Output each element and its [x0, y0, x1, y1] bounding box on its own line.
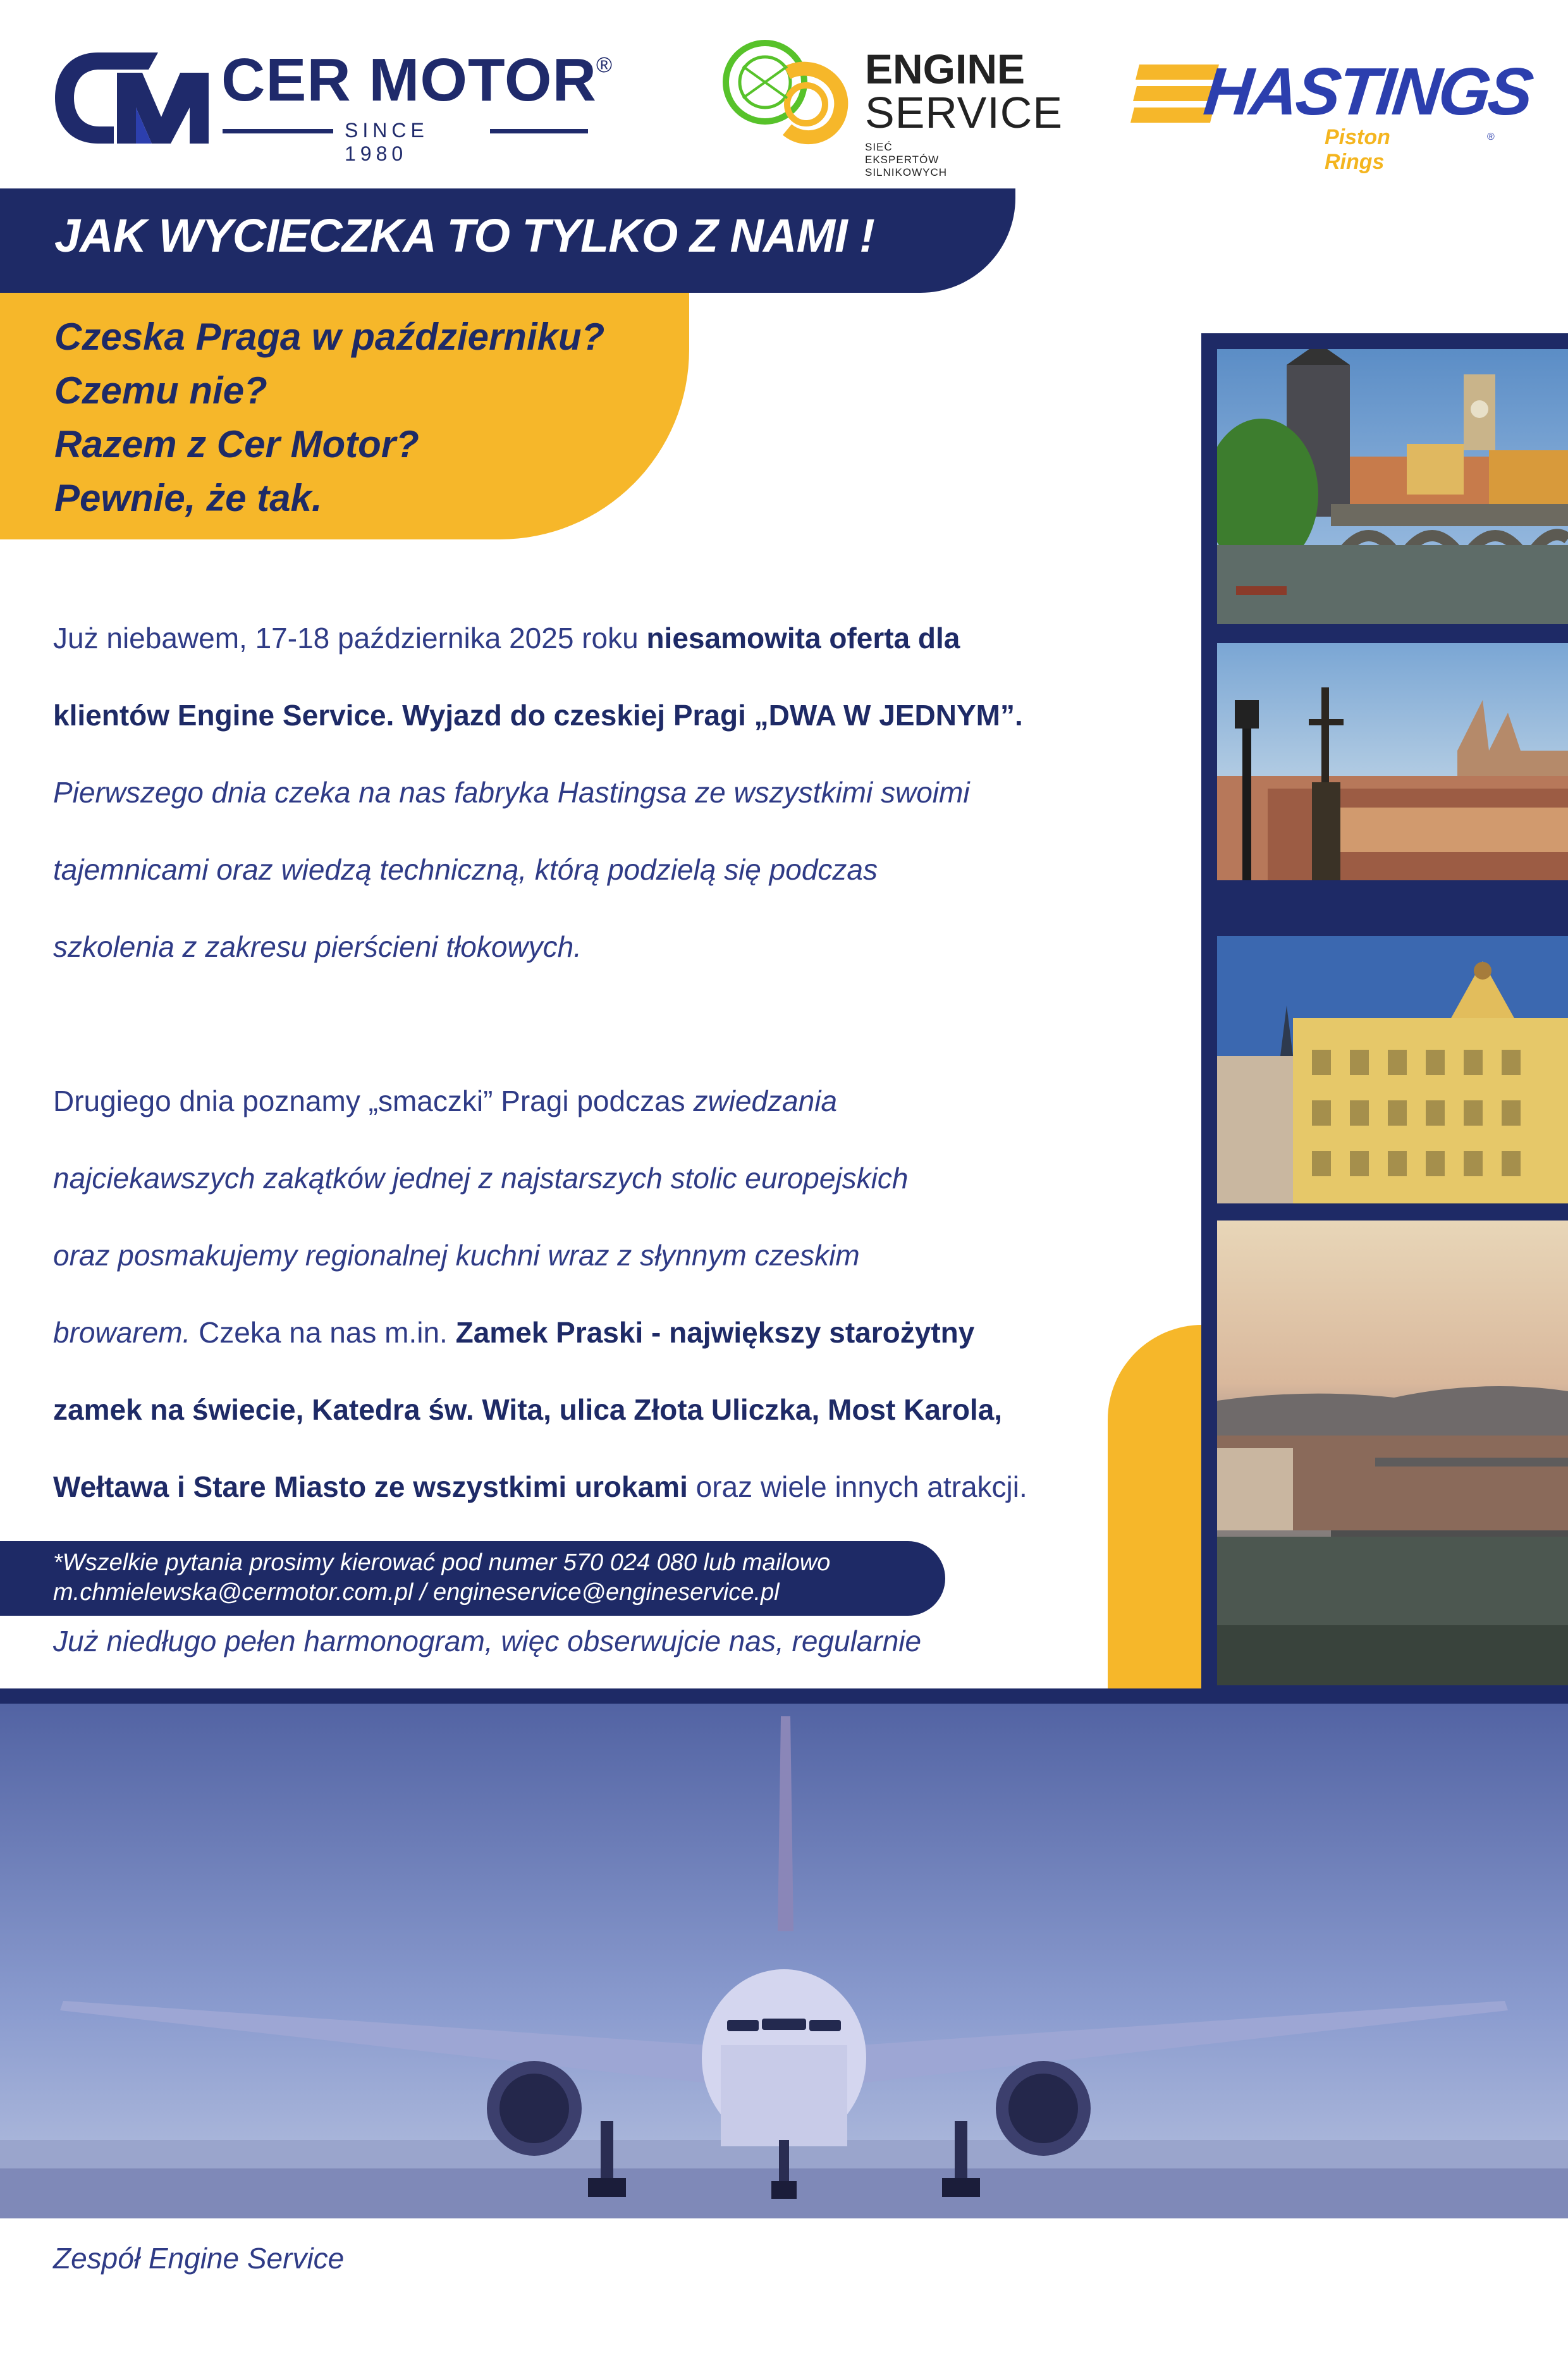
- text-run: oraz posmakujemy regionalnej kuchni wraz z słynnym czeskim: [53, 1239, 860, 1272]
- questions-list: [54, 310, 604, 525]
- paragraph-day-two: [53, 1043, 1191, 1545]
- hastings-registered-mark: ®: [1487, 132, 1495, 142]
- hastings-name: HASTINGS: [1200, 54, 1534, 129]
- text-run: Pierwszego dnia czeka na nas: [53, 776, 455, 809]
- text-run: oraz wiele innych atrakcji.: [687, 1470, 1027, 1503]
- text-run: tajemnicami oraz wiedzą techniczną, którą podzielą się podczas: [53, 853, 878, 886]
- paragraph-intro: [53, 581, 1191, 1005]
- photo-art-nouveau-buildings: [1217, 936, 1568, 1203]
- cer-motor-logo-icon: [54, 47, 212, 149]
- photo-vltava-sunset: [1217, 1221, 1568, 1685]
- text-run: klientów Engine Service. Wyjazd do czeskiej Pragi „DWA W JEDNYM”.: [53, 699, 1023, 732]
- photo-charles-bridge: [1217, 349, 1568, 624]
- cer-motor-name: CER MOTOR: [221, 46, 597, 114]
- contact-line-phone: *Wszelkie pytania prosimy kierować pod numer 570 024 080 lub mailowo: [53, 1549, 831, 1576]
- question-item: Czemu nie?: [54, 369, 267, 412]
- engine-service-logo-icon: [718, 35, 850, 149]
- text-run: niesamowita oferta dla: [646, 622, 960, 655]
- text-run: Drugiego dnia poznamy „smaczki” Pragi podczas: [53, 1085, 694, 1117]
- text-run: zwiedzania: [693, 1085, 838, 1117]
- text-run: Wełtawa i Stare Miasto ze wszystkimi urokami: [53, 1470, 688, 1503]
- cer-motor-since: SINCE 1980: [345, 119, 429, 165]
- engine-service-tagline: SIEĆ EKSPERTÓW SILNIKOWYCH: [865, 141, 948, 178]
- text-run: Zespół Engine Service: [53, 2242, 345, 2275]
- text-run: Już niebawem, 17-18 października 2025 roku: [53, 622, 647, 655]
- cer-motor-rule-right: [490, 129, 588, 133]
- text-run: Już niedługo pełen harmonogram, więc obserwujcie nas, regularnie: [53, 1625, 922, 1657]
- photo-prague-statues: [1217, 643, 1568, 880]
- contact-line-email[interactable]: m.chmielewska@cermotor.com.pl / engineservice@engineservice.pl: [53, 1579, 780, 1606]
- contact-info: [53, 1548, 830, 1608]
- airplane-photo: [0, 1704, 1568, 2218]
- text-run: Czeka na nas m.in.: [199, 1316, 456, 1349]
- text-run: browarem.: [53, 1316, 199, 1349]
- engine-service-line1: ENGINE: [865, 46, 1026, 92]
- question-item: Pewnie, że tak.: [54, 477, 322, 519]
- text-run: fabryka Hastingsa ze wszystkimi swoimi: [454, 776, 970, 809]
- engine-service-line2: SERVICE: [865, 88, 1063, 137]
- text-run: najciekawszych zakątków jednej z najstarszych stolic europejskich: [53, 1162, 909, 1195]
- page-title: JAK WYCIECZKA TO TYLKO Z NAMI !: [54, 209, 874, 262]
- question-item: Czeska Praga w październiku?: [54, 316, 605, 358]
- divider-bar: [0, 1688, 1568, 1704]
- question-item: Razem z Cer Motor?: [54, 423, 419, 465]
- cer-motor-rule-left: [223, 129, 333, 133]
- text-run: Zamek Praski - największy starożytny: [455, 1316, 975, 1349]
- cer-motor-registered-mark: ®: [596, 53, 613, 77]
- text-run: szkolenia z zakresu pierścieni tłokowych.: [53, 930, 582, 963]
- hastings-tagline: Piston Rings: [1325, 125, 1390, 174]
- text-run: zamek na świecie, Katedra św. Wita, ulica Złota Uliczka, Most Karola,: [53, 1393, 1003, 1426]
